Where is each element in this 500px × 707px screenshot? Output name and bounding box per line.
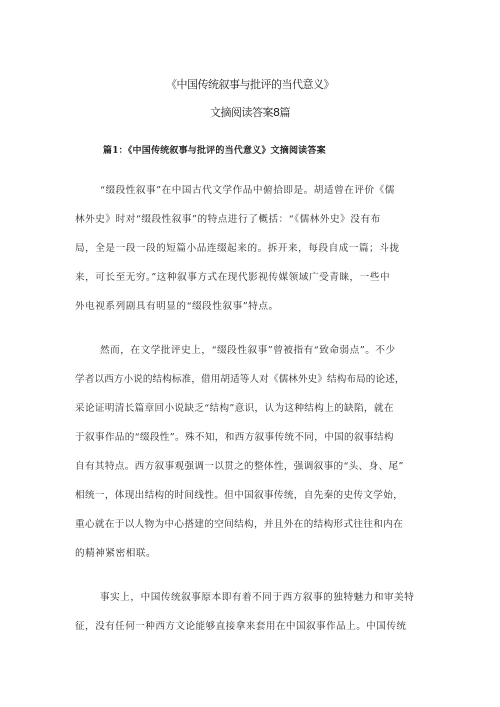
paragraph-2-line-8: 的精神紧密相联。 bbox=[75, 548, 157, 559]
paragraph-2-line-1: 然而，在文学批评史上，“缀段性叙事”曾被指有“致命弱点”。不少 bbox=[100, 345, 396, 356]
paragraph-1-line-1: “缀段性叙事”在中国古代文学作品中俯拾即是。胡适曾在评价《儒 bbox=[100, 185, 395, 196]
paragraph-3-line-2: 征，没有任何一种西方文论能够直接拿来套用在中国叙事作品上。中国传统 bbox=[75, 621, 407, 632]
document-title-line-1: 《中国传统叙事与批评的当代意义》 bbox=[166, 78, 334, 91]
paragraph-2-line-2: 学者以西方小说的结构标准，借用胡适等人对《儒林外史》结构布局的论述， bbox=[75, 374, 405, 385]
paragraph-2-line-5: 自有其特点。西方叙事观强调一以贯之的整体性，强调叙事的“头、身、尾” bbox=[75, 461, 404, 472]
section-heading: 篇1：《中国传统叙事与批评的当代意义》文摘阅读答案 bbox=[103, 146, 326, 156]
document-title-line-2: 文摘阅读答案8篇 bbox=[210, 106, 290, 119]
paragraph-2-line-3: 采论证明清长篇章回小说缺乏“结构”意识，认为这种结构上的缺陷，就在 bbox=[75, 403, 394, 414]
paragraph-3-line-1: 事实上，中国传统叙事原本即有着不同于西方叙事的独特魅力和审美特 bbox=[100, 592, 415, 603]
paragraph-2-line-4: 于叙事作品的“缀段性”。殊不知，和西方叙事传统不同，中国的叙事结构 bbox=[75, 432, 394, 443]
paragraph-1-line-4: 来，可长至无穷。”这种叙事方式在现代影视传媒领域广受青睐，一些中 bbox=[75, 272, 391, 283]
paragraph-2-line-6: 相统一，体现出结构的时间线性。但中国叙事传统，自先秦的史传文学始， bbox=[75, 490, 404, 501]
paragraph-1-line-3: 局，全是一段一段的短篇小品连缀起来的。拆开来，每段自成一篇；斗拢 bbox=[75, 243, 400, 254]
paragraph-1-line-5: 外电视系列剧具有明显的“缀段性叙事”特点。 bbox=[75, 301, 279, 312]
paragraph-2-line-7: 重心就在于以人物为中心搭建的空间结构，并且外在的结构形式往往和内在 bbox=[75, 519, 404, 530]
paragraph-1-line-2: 林外史》时对“缀段性叙事”的特点进行了概括：“《儒林外史》没有布 bbox=[75, 214, 381, 225]
